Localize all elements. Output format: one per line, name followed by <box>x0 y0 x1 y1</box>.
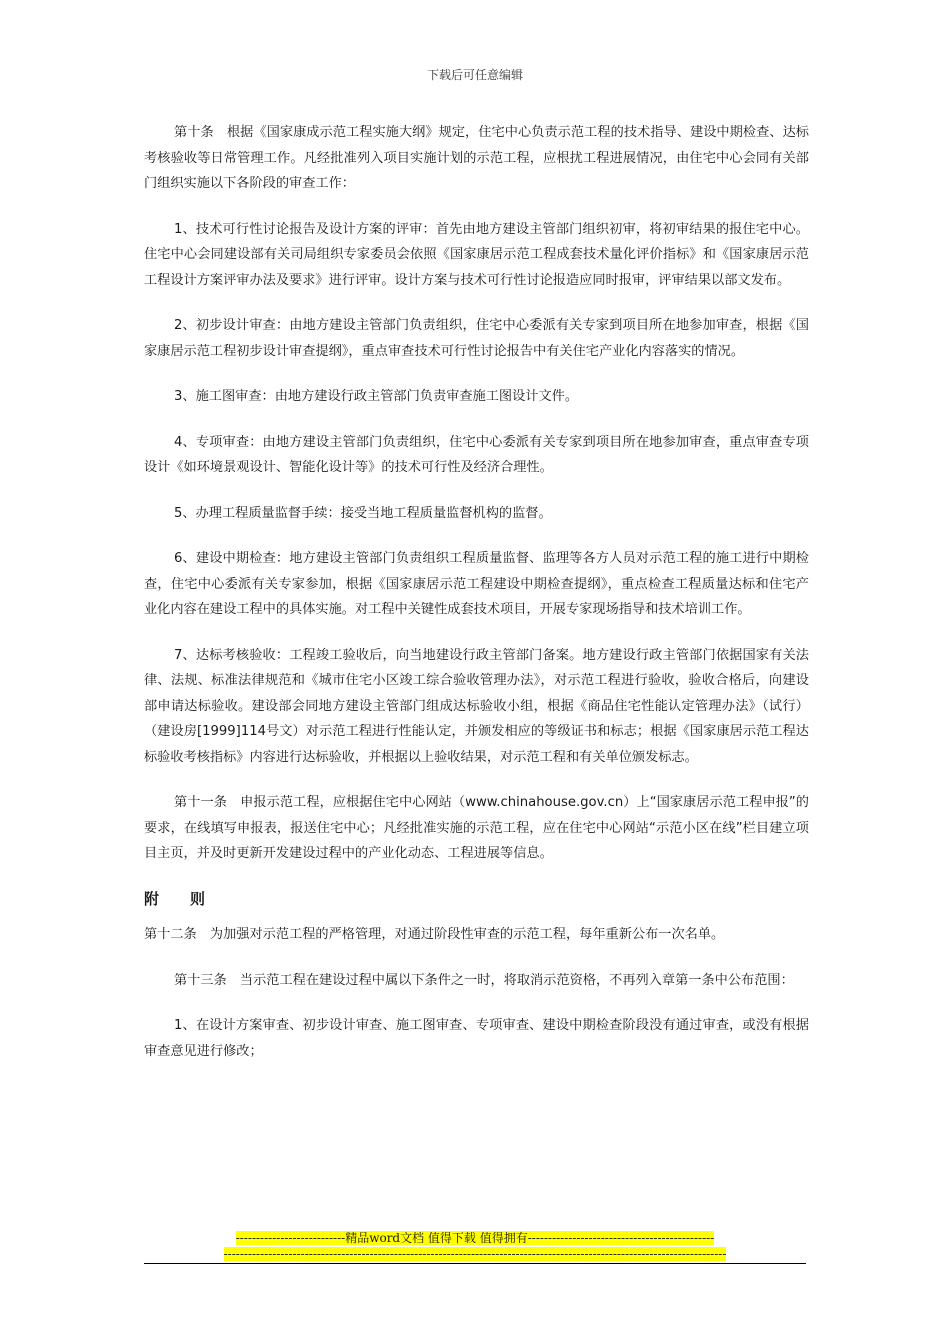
article-10: 第十条 根据《国家康成示范工程实施大纲》规定，住宅中心负责示范工程的技术指导、建设中期检查、达标考核验收等日常管理工作。凡经批准列入项目实施计划的示范工程，应根扰工程进展情况，由住宅中心会同有关部门组织实施以下各阶段的审查工作： <box>144 125 809 191</box>
section-title-supplementary: 附 则 <box>144 889 214 908</box>
footer-watermark-line-1 <box>0 1230 950 1246</box>
footer-watermark-text-2: ---------------------------------------------------------------------------------------------------------------------------- <box>223 1247 727 1261</box>
article-11: 第十一条 申报示范工程，应根据住宅中心网站（www.chinahouse.gov.cn）上“国家康居示范工程申报”的要求，在线填写申报表，报送住宅中心；凡经批准实施的示范工程，应在住宅中心网站“示范小区在线”栏目建立项目主页，并及时更新开发建设过程中的产业化动态、工程进展等信息。 <box>144 795 809 861</box>
item-7-acceptance: 7、达标考核验收：工程竣工验收后，向当地建设行政主管部门备案。地方建设行政主管部门依据国家有关法律、法规、标准法律规范和《城市住宅小区竣工综合验收管理办法》，对示范工程进行验收，验收合格后，向建设部申请达标验收。建设部会同地方建设主管部门组成达标验收小组，根据《商品住宅性能认定管理办法》（试行）（建设房[1999]114号文）对示范工程进行性能认定，并颁发相应的等级证书和标志；根据《国家康居示范工程达标验收考核指标》内容进行达标验收，并根据以上验收结果，对示范工程和有关单位颁发标志。 <box>144 647 809 765</box>
article-13: 第十三条 当示范工程在建设过程中属以下条件之一时，将取消示范资格，不再列入章第一条中公布范围： <box>174 972 794 988</box>
article-13-item-1: 1、在设计方案审查、初步设计审查、施工图审查、专项审查、建设中期检查阶段没有通过审查，或没有根据审查意见进行修改； <box>144 1018 809 1059</box>
document-body <box>144 120 809 1084</box>
page-header: 下载后可任意编辑 <box>426 68 523 82</box>
item-2-preliminary-design-review: 2、初步设计审查：由地方建设主管部门负责组织，住宅中心委派有关专家到项目所在地参加审查，根据《国家康居示范工程初步设计审查提纲》，重点审查技术可行性讨论报告中有关住宅产业化内容落实的情况。 <box>144 318 809 359</box>
item-6-midterm-inspection: 6、建设中期检查：地方建设主管部门负责组织工程质量监督、监理等各方人员对示范工程的施工进行中期检查，住宅中心委派有关专家参加，根据《国家康居示范工程建设中期检查提纲》，重点检查工程质量达标和住宅产业化内容在建设工程中的具体实施。对工程中关键性成套技术项目，开展专家现场指导和技术培训工作。 <box>144 551 809 617</box>
item-1-feasibility-review: 1、技术可行性讨论报告及设计方案的评审：首先由地方建设主管部门组织初审，将初审结果的报住宅中心。住宅中心会同建设部有关司局组织专家委员会依照《国家康居示范工程成套技术量化评价指标》和《国家康居示范工程设计方案评审办法及要求》进行评审。设计方案与技术可行性讨论报造应同时报审，评审结果以部文发布。 <box>144 221 809 288</box>
footer-watermark-line-2 <box>0 1246 950 1262</box>
item-5-quality-supervision: 5、办理工程质量监督手续：接受当地工程质量监督机构的监督。 <box>174 505 552 521</box>
article-12: 第十二条 为加强对示范工程的严格管理，对通过阶段性审查的示范工程，每年重新公布一次名单。 <box>144 927 725 942</box>
footer-watermark-text-1: ---------------------------精品word文档 值得下载 值得拥有---------------------------------------------- <box>235 1231 715 1245</box>
footer-rule <box>144 1263 806 1264</box>
item-4-special-review: 4、专项审查：由地方建设主管部门负责组织，住宅中心委派有关专家到项目所在地参加审查，重点审查专项设计《如环境景观设计、智能化设计等》的技术可行性及经济合理性。 <box>144 434 809 475</box>
item-3-construction-drawing-review: 3、施工图审查：由地方建设行政主管部门负责审查施工图设计文件。 <box>174 389 579 404</box>
